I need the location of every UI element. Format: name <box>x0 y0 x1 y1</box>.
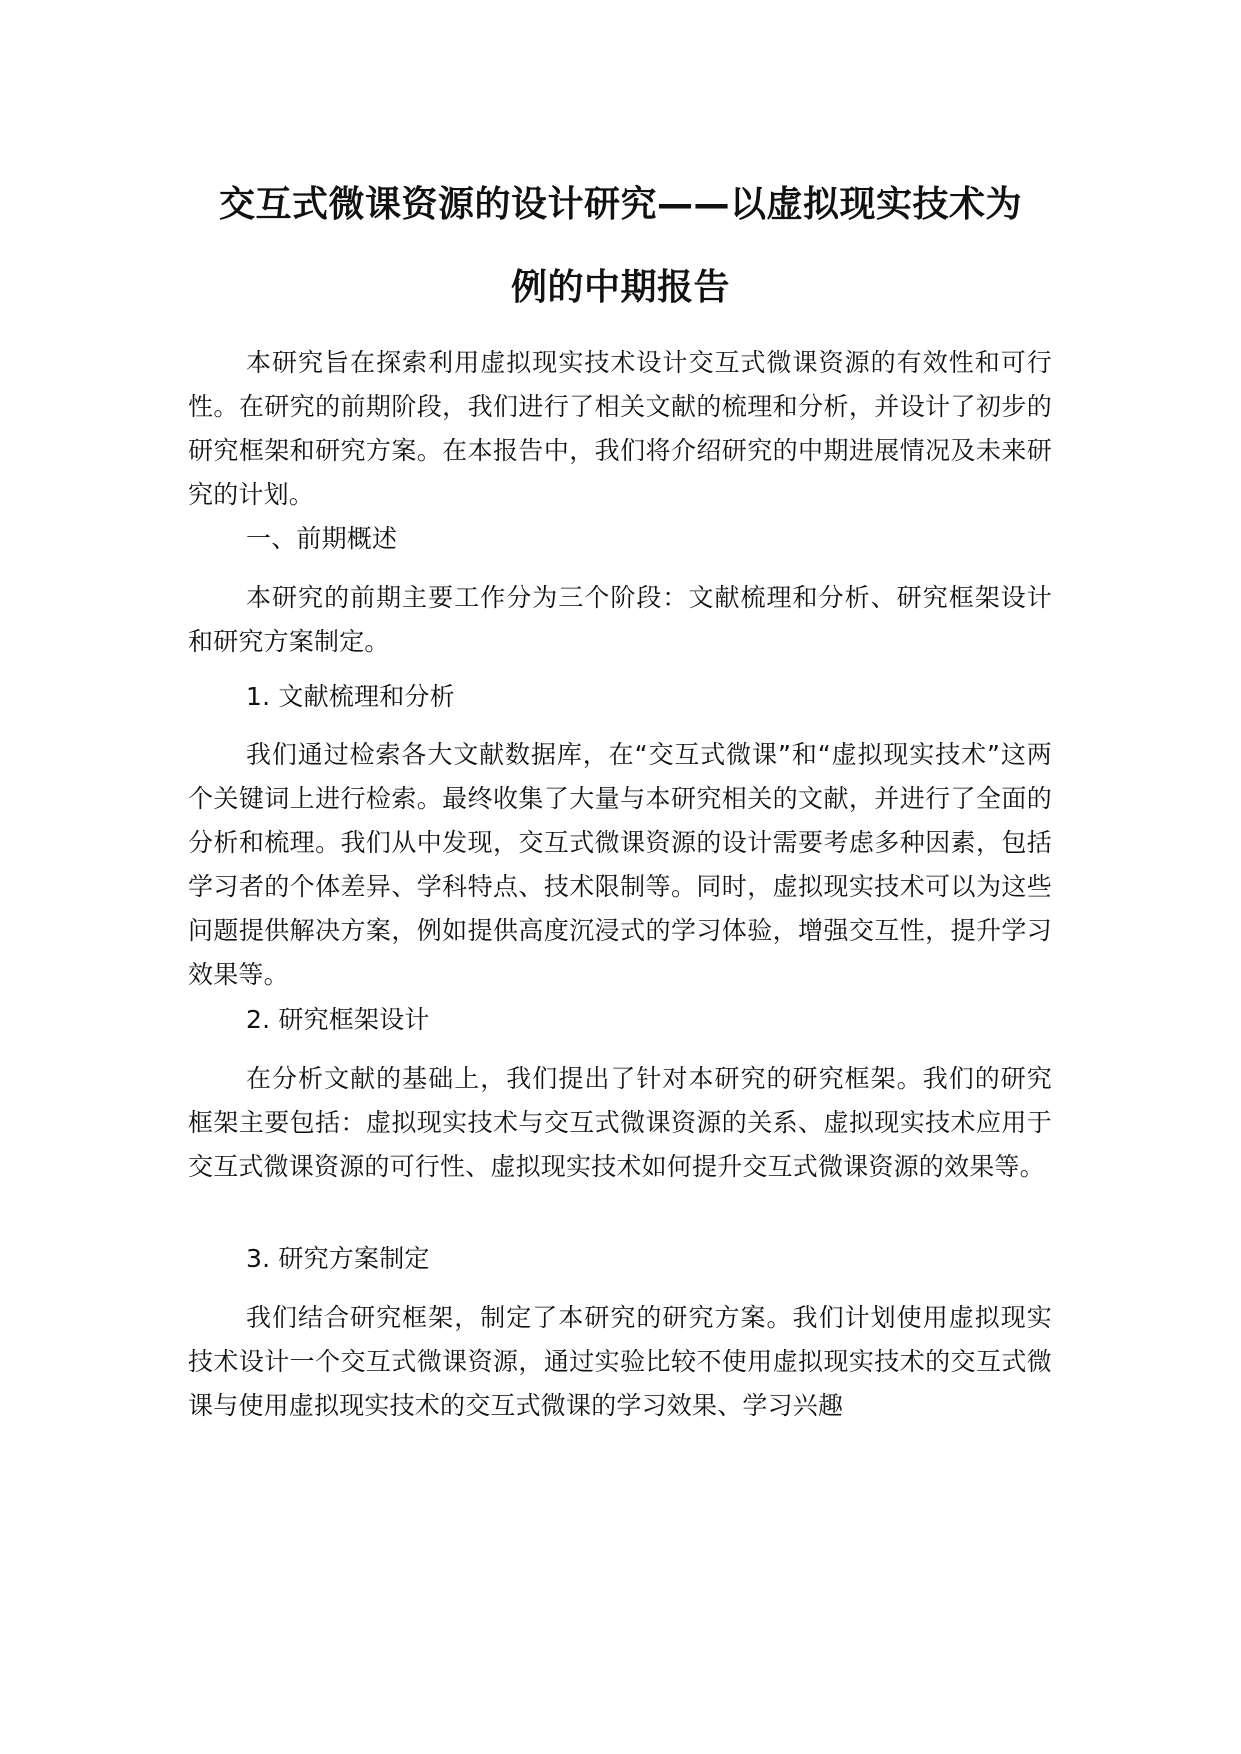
framework-design-paragraph: 在分析文献的基础上，我们提出了针对本研究的研究框架。我们的研究框架主要包括：虚拟现实技术与交互式微课资源的关系、虚拟现实技术应用于交互式微课资源的可行性、虚拟现实技术如何提升交互式微课资源的效果等。 <box>188 1064 1052 1181</box>
document-title-line-2: 例的中期报告 <box>510 267 730 308</box>
subheading-literature-review: 1. 文献梳理和分析 <box>246 682 455 711</box>
subheading-framework-design: 2. 研究框架设计 <box>246 1005 430 1034</box>
overview-paragraph: 本研究的前期主要工作分为三个阶段：文献梳理和分析、研究框架设计和研究方案制定。 <box>188 583 1052 656</box>
research-plan-paragraph: 我们结合研究框架，制定了本研究的研究方案。我们计划使用虚拟现实技术设计一个交互式微课资源，通过实验比较不使用虚拟现实技术的交互式微课与使用虚拟现实技术的交互式微课的学习效果、学习兴趣 <box>188 1303 1052 1420</box>
document-title-line-1: 交互式微课资源的设计研究——以虚拟现实技术为 <box>218 184 1022 225</box>
section-heading-overview: 一、前期概述 <box>246 524 398 553</box>
subheading-research-plan: 3. 研究方案制定 <box>246 1244 430 1273</box>
literature-review-paragraph: 我们通过检索各大文献数据库，在“交互式微课”和“虚拟现实技术”这两个关键词上进行检索。最终收集了大量与本研究相关的文献，并进行了全面的分析和梳理。我们从中发现，交互式微课资源的设计需要考虑多种因素，包括学习者的个体差异、学科特点、技术限制等。同时，虚拟现实技术可以为这些问题提供解决方案，例如提供高度沉浸式的学习体验，增强交互性，提升学习效果等。 <box>188 740 1052 989</box>
intro-paragraph: 本研究旨在探索利用虚拟现实技术设计交互式微课资源的有效性和可行性。在研究的前期阶段，我们进行了相关文献的梳理和分析，并设计了初步的研究框架和研究方案。在本报告中，我们将介绍研究的中期进展情况及未来研究的计划。 <box>188 348 1052 509</box>
